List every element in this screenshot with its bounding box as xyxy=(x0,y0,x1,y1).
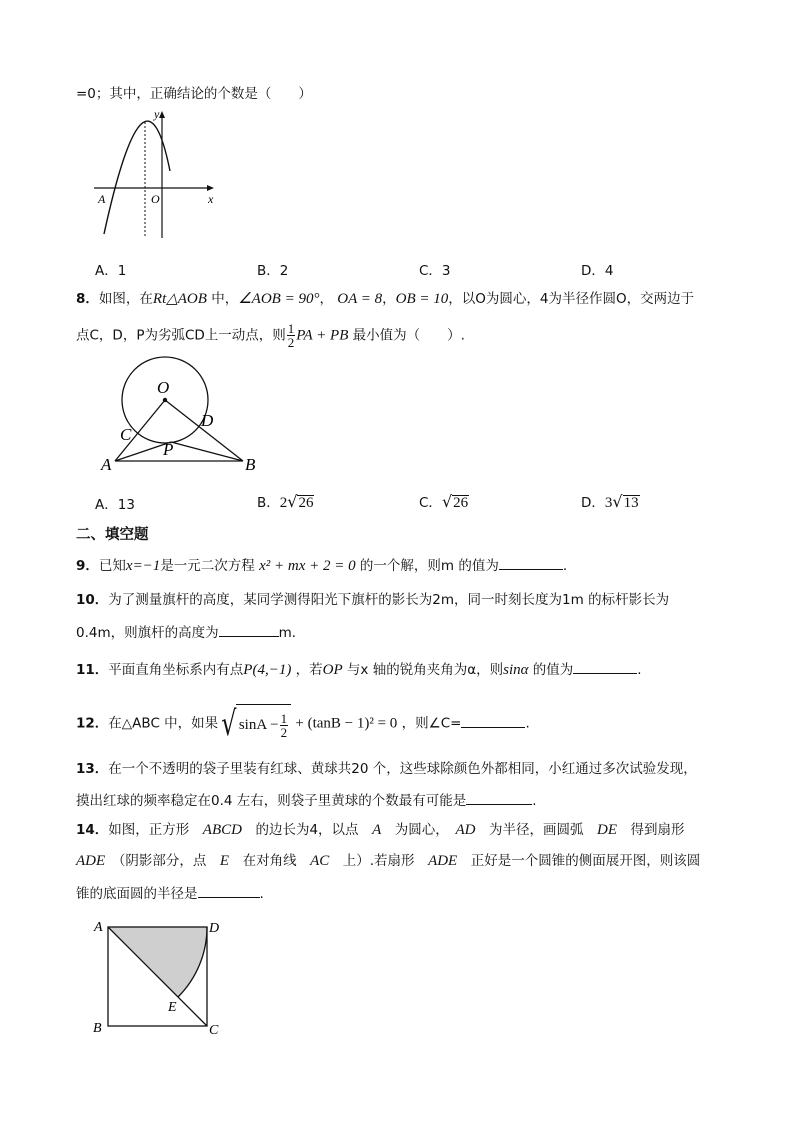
label-d: D xyxy=(209,921,220,936)
q14-square-sector-figure xyxy=(90,916,230,1040)
parabola-curve xyxy=(104,121,170,234)
label-c: C xyxy=(209,1023,219,1038)
x-axis-arrow xyxy=(207,185,214,191)
q9-stem: 9．已知x=−1是一元二次方程 x² + mx + 2 = 0 的一个解，则m 的值为 . xyxy=(76,555,567,576)
section-title-fill-in-blanks: 二、填空题 xyxy=(76,527,149,543)
y-label: y xyxy=(154,107,160,121)
q7-option-a[interactable]: A．1 xyxy=(95,263,127,279)
q10-stem-line2: 0.4m，则旗杆的高度为 m． xyxy=(76,622,305,643)
q8-stem-line2: 点C，D，P为劣弧CD上一动点，则 $\frac{1}{2}$ PA + PB 最小值为（ ）. xyxy=(76,321,465,350)
q7-stem-tail: =0；其中，正确结论的个数是（ ） xyxy=(76,86,312,102)
q8-option-d[interactable]: D．3√13 xyxy=(581,492,639,511)
q9-answer-blank[interactable] xyxy=(499,555,563,570)
y-axis-arrow xyxy=(159,111,165,118)
q11-stem: 11．平面直角坐标系内有点P(4,−1) ，若OP 与x 轴的锐角夹角为α，则sinα 的值为 . xyxy=(76,659,642,680)
center-point-o xyxy=(163,398,167,402)
label-o: O xyxy=(157,378,170,397)
q13-stem-line1: 13．在一个不透明的袋子里装有红球、黄球共20 个，这些球除颜色外都相同，小红通过多次试验发现， xyxy=(76,761,697,777)
q13-answer-blank[interactable] xyxy=(466,790,532,805)
q12-stem: 12．在△ABC 中，如果√ sinA − $\frac{1}{2}$ + (tanB − 1)² = 0 ，则∠C= . xyxy=(76,703,530,744)
q8-option-c[interactable]: C．√26 xyxy=(419,492,469,511)
segment-pb xyxy=(171,442,243,461)
q7-option-c[interactable]: C．3 xyxy=(419,263,451,279)
q10-stem-line1: 10．为了测量旗杆的高度，某同学测得阳光下旗杆的影长为2m，同一时刻长度为1m 的标杆影长为 xyxy=(76,592,670,608)
label-p: P xyxy=(163,440,174,459)
q11-answer-blank[interactable] xyxy=(573,659,637,674)
q14-stem-line1: 14．如图，正方形 ABCD 的边长为4，以点 A 为圆心， AD 为半径，画圆弧 DE 得到扇形 xyxy=(76,822,685,838)
label-a: A xyxy=(94,920,103,935)
q14-answer-blank[interactable] xyxy=(198,883,260,898)
q8-option-b[interactable]: B．2√26 xyxy=(257,492,314,511)
q12-radicand: sinA − $\frac{1}{2}$ xyxy=(236,704,291,743)
q10-answer-blank[interactable] xyxy=(219,622,279,637)
q7-parabola-graph xyxy=(88,106,223,246)
label-a: A xyxy=(101,455,112,474)
q8-option-a[interactable]: A．13 xyxy=(95,497,135,513)
q14-stem-line3: 锥的底面圆的半径是 . xyxy=(76,883,264,904)
q8-circle-triangle-figure xyxy=(95,356,270,474)
label-e: E xyxy=(168,1000,177,1015)
label-c: C xyxy=(120,425,132,444)
q7-option-d[interactable]: D．4 xyxy=(581,263,614,279)
q8-stem-line1: 8．如图，在Rt△AOB 中，∠AOB = 90°， OA = 8，OB = 10，以O为圆心，4为半径作圆O，交两边于 xyxy=(76,291,695,307)
x-label: x xyxy=(208,192,214,206)
q7-option-b[interactable]: B．2 xyxy=(257,263,289,279)
origin-label: O xyxy=(151,192,160,206)
segment-ob xyxy=(165,400,243,461)
point-a-label: A xyxy=(98,192,106,206)
label-b: B xyxy=(93,1021,102,1036)
label-d: D xyxy=(201,411,214,430)
shaded-sector-ade xyxy=(108,927,207,997)
q12-answer-blank[interactable] xyxy=(461,713,525,728)
q13-stem-line2: 摸出红球的频率稳定在0.4 左右，则袋子里黄球的个数最有可能是 . xyxy=(76,790,537,811)
label-b: B xyxy=(245,455,256,474)
one-half-fraction: $\frac{1}{2}$ xyxy=(287,321,295,350)
q14-stem-line2: ADE （阴影部分，点 E 在对角线 AC 上）.若扇形 ADE 正好是一个圆锥的侧面展开图，则该圆 xyxy=(76,853,701,869)
